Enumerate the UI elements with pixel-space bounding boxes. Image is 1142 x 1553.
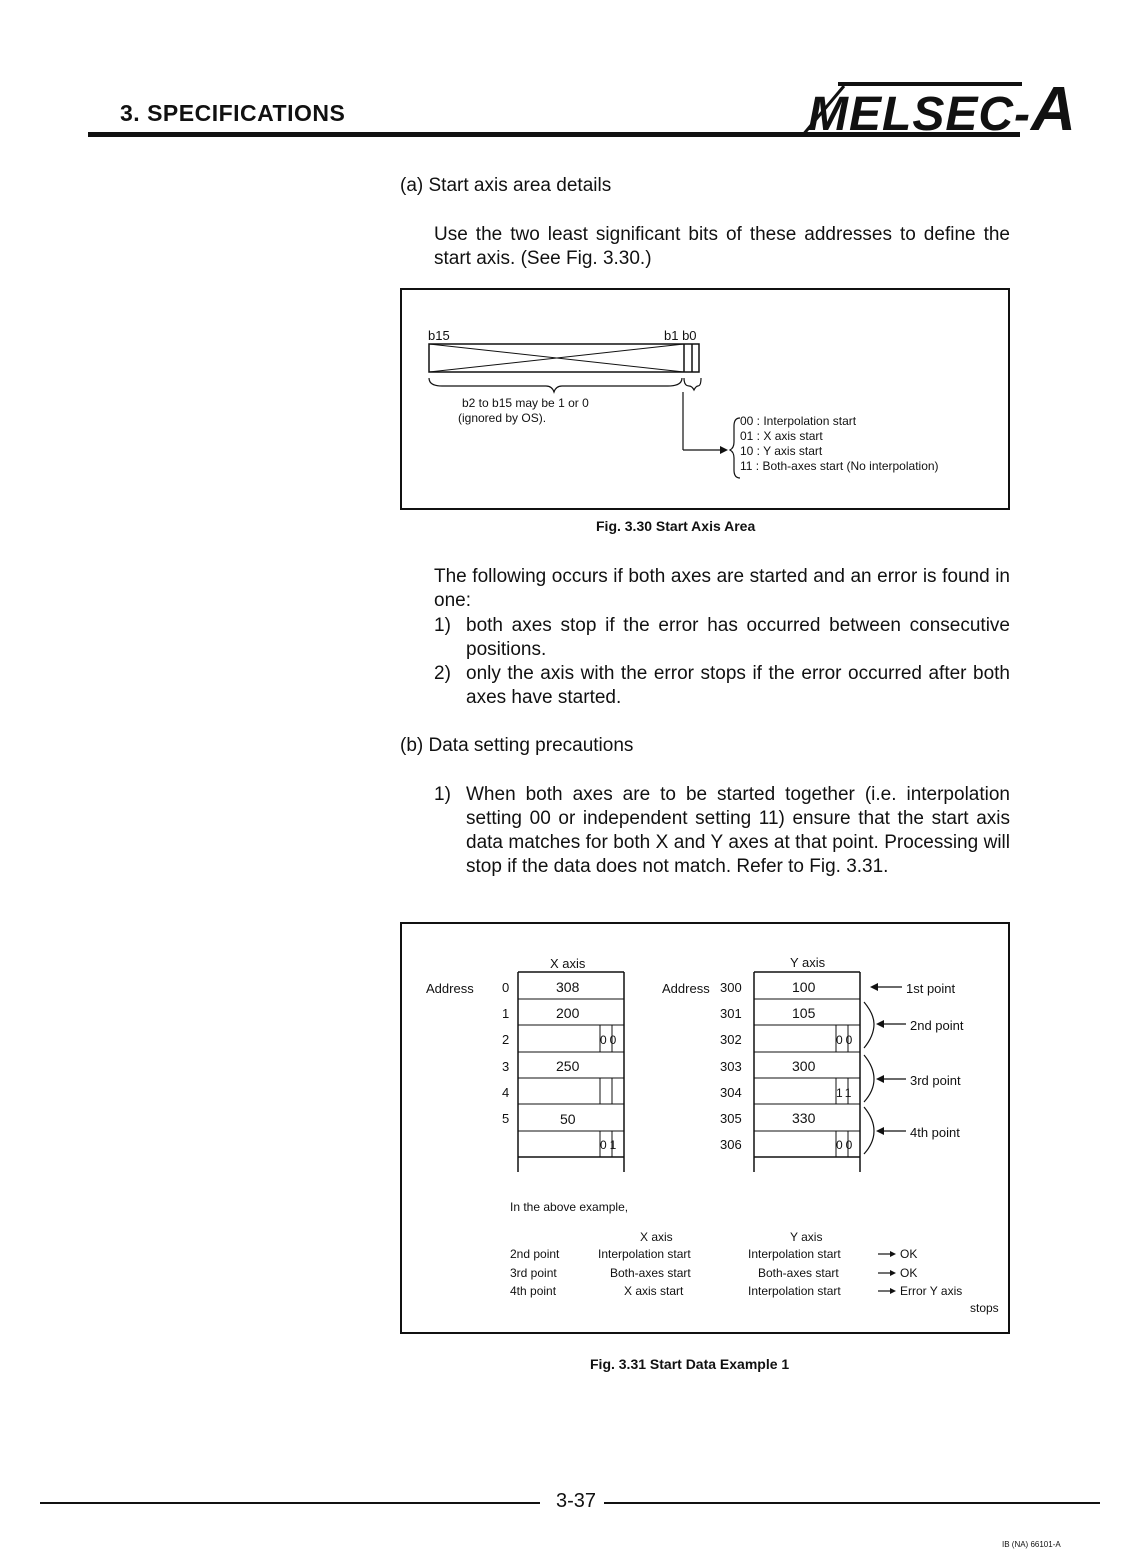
summary-row-3-result: Error Y axis: [900, 1284, 963, 1298]
y-value-5: 330: [792, 1110, 816, 1126]
y-bits-4: 11: [836, 1086, 855, 1100]
fig-331-caption: Fig. 3.31 Start Data Example 1: [590, 1356, 790, 1372]
x-value-5: 50: [560, 1111, 576, 1127]
summary-row-1-x: Interpolation start: [598, 1247, 691, 1261]
b1-b0-label: b1 b0: [664, 328, 697, 343]
ignored-bits-note-line1: b2 to b15 may be 1 or 0: [462, 396, 589, 410]
x-bits-2: 00: [600, 1033, 620, 1047]
summary-row-2-y: Both-axes start: [758, 1266, 839, 1280]
y-addr-0: 300: [720, 980, 742, 995]
y-addr-1: 301: [720, 1006, 742, 1021]
x-value-3: 250: [556, 1058, 580, 1074]
error-intro: The following occurs if both axes are started and an error is found in one:: [434, 566, 1010, 611]
summary-row-1-point: 2nd point: [510, 1247, 560, 1261]
x-addr-1: 1: [502, 1006, 510, 1021]
y-addr-4: 304: [720, 1085, 742, 1100]
y-value-3: 300: [792, 1058, 816, 1074]
summary-header-y: Y axis: [790, 1230, 823, 1244]
x-addr-0: 0: [502, 980, 510, 995]
x-addr-4: 4: [502, 1085, 510, 1100]
section-b-item-num: 1): [434, 784, 451, 805]
brand-logo: [808, 75, 1077, 144]
section-title: 3. SPECIFICATIONS: [120, 100, 346, 126]
summary-row-2-point: 3rd point: [510, 1266, 557, 1280]
y-addr-2: 302: [720, 1032, 742, 1047]
x-addr-5: 5: [502, 1111, 510, 1126]
code-11: 11 : Both-axes start (No interpolation): [740, 459, 939, 473]
section-a-intro: Use the two least significant bits of these addresses to define the start axis. (See Fig. 3.30.): [434, 224, 1010, 269]
footer-rule-left: [40, 1502, 540, 1504]
y-bits-2: 00: [836, 1033, 856, 1047]
y-value-0: 100: [792, 979, 816, 995]
error-item-2-num: 2): [434, 663, 451, 684]
y-axis-title: Y axis: [790, 955, 826, 970]
b15-label: b15: [428, 328, 450, 343]
document-id: IB (NA) 66101-A: [1002, 1540, 1061, 1549]
x-value-1: 200: [556, 1005, 580, 1021]
summary-row-1-y: Interpolation start: [748, 1247, 841, 1261]
y-bits-6: 00: [836, 1138, 856, 1152]
section-a-heading: (a) Start axis area details: [400, 175, 612, 196]
point-label-1: 1st point: [906, 981, 956, 996]
y-addr-3: 303: [720, 1059, 742, 1074]
summary-row-3-y: Interpolation start: [748, 1284, 841, 1298]
summary-header-x: X axis: [640, 1230, 673, 1244]
y-addr-5: 305: [720, 1111, 742, 1126]
summary-row-2-result: OK: [900, 1266, 918, 1280]
footer-rule-right: [604, 1502, 1100, 1504]
code-10: 10 : Y axis start: [740, 444, 823, 458]
x-address-label: Address: [426, 981, 474, 996]
code-00: 00 : Interpolation start: [740, 414, 857, 428]
summary-row-3-point: 4th point: [510, 1284, 557, 1298]
x-bits-6: 01: [600, 1138, 620, 1152]
y-address-label: Address: [662, 981, 710, 996]
point-label-2: 2nd point: [910, 1018, 964, 1033]
point-label-3: 3rd point: [910, 1073, 961, 1088]
summary-row-1-result: OK: [900, 1247, 918, 1261]
section-b-item-text: When both axes are to be started together (i.e. interpolation setting 00 or independent setting 11) ensure that the start axis data matches for both X and Y axes at that point. Processing will stop if the data does not match. Refer to Fig. 3.31.: [466, 784, 1010, 877]
code-01: 01 : X axis start: [740, 429, 823, 443]
x-value-0: 308: [556, 979, 580, 995]
error-item-1-num: 1): [434, 615, 451, 636]
error-item-2-text: only the axis with the error stops if the error occurred after both axes have started.: [466, 663, 1010, 708]
fig-331-box: [400, 922, 1010, 1334]
example-intro: In the above example,: [510, 1200, 629, 1214]
error-item-1-text: both axes stop if the error has occurred between consecutive positions.: [466, 615, 1010, 660]
ignored-bits-note-line2: (ignored by OS).: [458, 411, 547, 425]
y-addr-6: 306: [720, 1137, 742, 1152]
page-number: 3-37: [556, 1490, 597, 1512]
x-addr-2: 2: [502, 1032, 510, 1047]
point-label-4: 4th point: [910, 1125, 960, 1140]
summary-row-2-x: Both-axes start: [610, 1266, 691, 1280]
fig-330-caption: Fig. 3.30 Start Axis Area: [596, 518, 756, 534]
summary-row-3-result-cont: stops: [970, 1301, 999, 1315]
brand-main: MELSEC-: [808, 88, 1031, 141]
fig-330-box: [400, 288, 1010, 510]
section-b-heading: (b) Data setting precautions: [400, 735, 634, 756]
y-value-1: 105: [792, 1005, 816, 1021]
x-axis-title: X axis: [550, 956, 586, 971]
x-addr-3: 3: [502, 1059, 510, 1074]
brand-suffix: A: [1031, 75, 1077, 144]
summary-row-3-x: X axis start: [624, 1284, 684, 1298]
